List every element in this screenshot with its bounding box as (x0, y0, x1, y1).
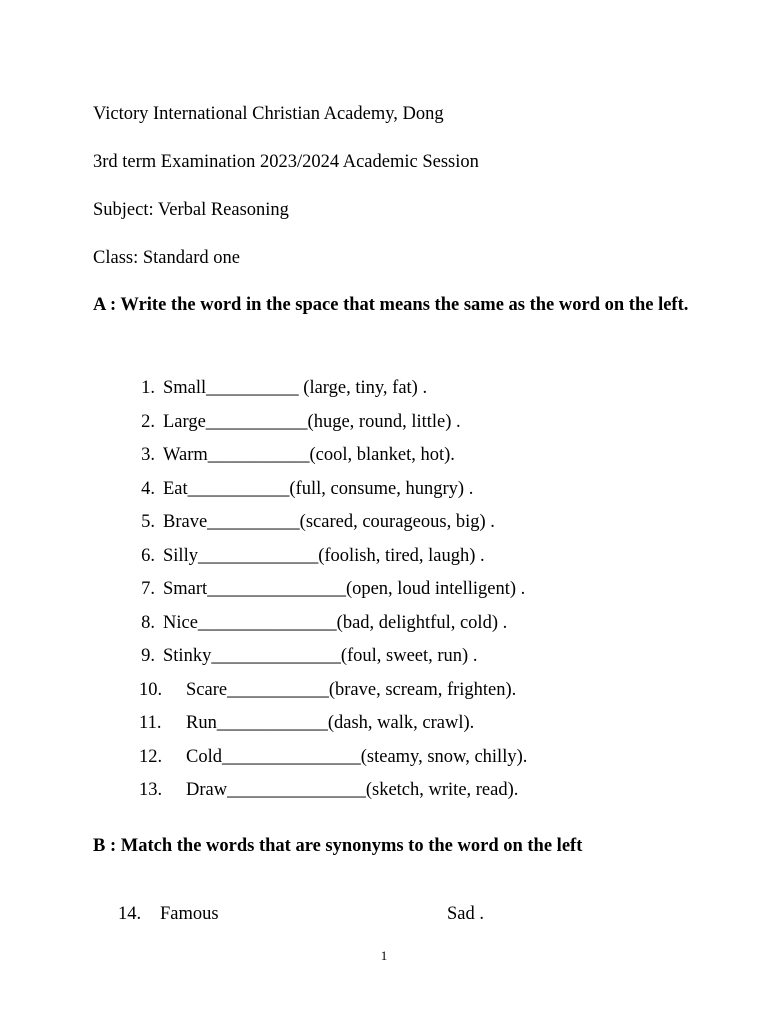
question-text: Small__________ (large, tiny, fat) . (163, 378, 428, 398)
question-text: Cold_______________(steamy, snow, chilly). (186, 746, 528, 767)
question-number: 11. (139, 713, 162, 733)
question-text: Brave__________(scared, courageous, big) . (163, 512, 495, 532)
question-text: Eat___________(full, consume, hungry) . (163, 478, 474, 499)
page-number: 1 (380, 948, 388, 963)
question-text: Warm___________(cool, blanket, hot). (163, 445, 455, 465)
question-text: Scare___________(brave, scream, frighten). (186, 679, 517, 700)
question-text: Silly_____________(foolish, tired, laugh) . (163, 545, 485, 566)
question-number: 13. (139, 780, 163, 800)
question-number: 1. (141, 378, 155, 398)
section-a-heading: A : Write the word in the space that means the same as the word on the left. (93, 295, 689, 315)
question-text: Large___________(huge, round, little) . (163, 411, 461, 432)
question-text: Smart_______________(open, loud intelligent) . (163, 579, 526, 599)
question-number: 9. (141, 646, 155, 666)
match-right-word: Sad . (447, 904, 484, 924)
match-question-number: 14. (118, 904, 142, 924)
question-number: 7. (141, 579, 155, 599)
class-line: Class: Standard one (93, 248, 240, 268)
question-text: Nice_______________(bad, delightful, cold) . (163, 612, 508, 633)
question-number: 4. (141, 478, 155, 499)
question-text: Run____________(dash, walk, crawl). (186, 713, 475, 733)
question-number: 12. (139, 746, 163, 767)
exam-title: 3rd term Examination 2023/2024 Academic Session (93, 152, 479, 172)
question-number: 8. (141, 612, 155, 633)
subject-line: Subject: Verbal Reasoning (93, 200, 289, 220)
question-number: 10. (139, 679, 163, 700)
question-number: 5. (141, 512, 155, 532)
question-text: Stinky______________(foul, sweet, run) . (163, 646, 478, 666)
question-number: 2. (141, 411, 155, 432)
question-number: 3. (141, 445, 155, 465)
question-number: 6. (141, 545, 155, 566)
school-name: Victory International Christian Academy, Dong (93, 104, 444, 124)
question-text: Draw_______________(sketch, write, read). (186, 780, 519, 800)
section-b-heading: B : Match the words that are synonyms to the word on the left (93, 836, 583, 856)
match-left-word: Famous (160, 904, 219, 924)
